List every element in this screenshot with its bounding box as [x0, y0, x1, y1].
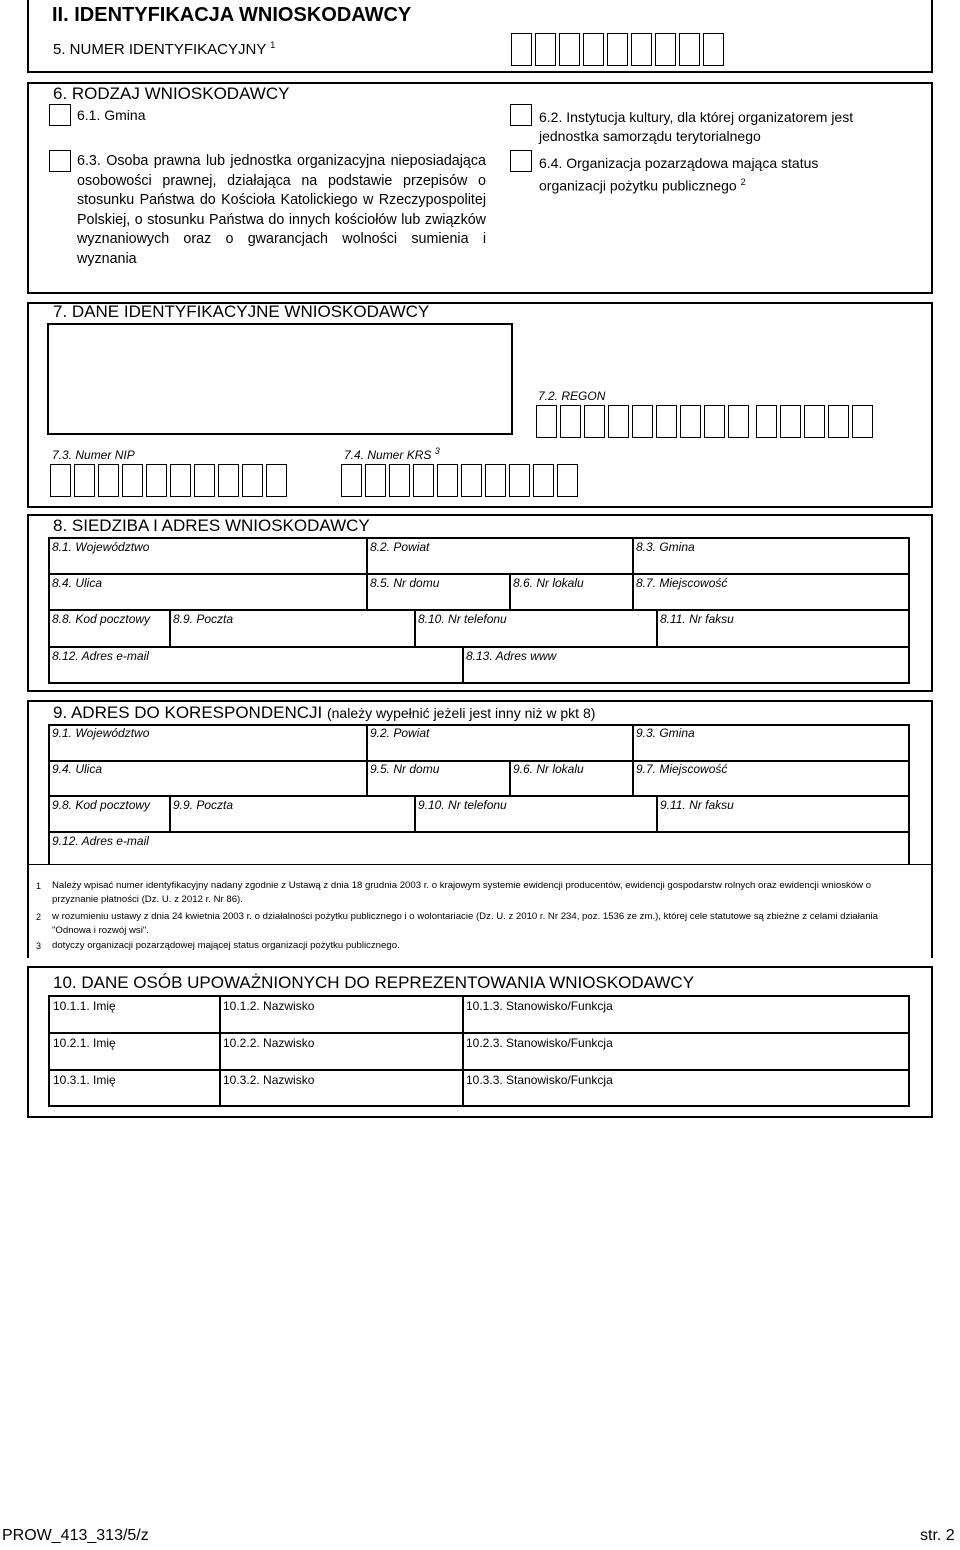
section-9-title: 9. ADRES DO KORESPONDENCJI (należy wypełnić jeżeli jest inny niż w pkt 8)	[53, 703, 596, 722]
cell-divider	[462, 995, 464, 1107]
kod-pocztowy-label: 8.8. Kod pocztowy	[52, 612, 151, 626]
cell-divider	[509, 760, 511, 795]
cell-divider	[366, 537, 368, 573]
option-osoba-prawna-label: 6.3. Osoba prawna lub jednostka organizacyjna nieposiadająca osobowości prawnej, działająca na podstawie przepisów o stosunku Państwa do Kościoła Katolickiego w Rzeczypospolitej Polskiej, o stosunku Państwa do innych kościołów lub związków wyznaniowych oraz o gwarancjach wolności sumienia i wyznania	[77, 153, 486, 267]
korespondencja-gmina-label: 9.3. Gmina	[636, 726, 695, 740]
correspondence-table	[48, 724, 910, 864]
korespondencja-nr-domu-label: 9.5. Nr domu	[370, 762, 440, 776]
cell-divider	[366, 760, 368, 795]
footnote-2-number: 2	[36, 912, 42, 922]
korespondencja-faks-label: 9.11. Nr faksu	[660, 798, 734, 812]
row-divider	[48, 760, 910, 762]
rep-3-stanowisko-label: 10.3.3. Stanowisko/Funkcja	[466, 1073, 613, 1087]
korespondencja-miejscowosc-label: 9.7. Miejscowość	[636, 762, 728, 776]
poczta-label: 8.9. Poczta	[173, 612, 234, 626]
cell-divider	[169, 609, 171, 646]
row-divider	[48, 609, 910, 611]
nr-telefonu-label: 8.10. Nr telefonu	[418, 612, 507, 626]
korespondencja-poczta-label: 9.9. Poczta	[173, 798, 234, 812]
row-divider	[48, 831, 910, 833]
name-field[interactable]	[47, 323, 513, 435]
row-divider	[48, 646, 910, 648]
cell-divider	[366, 573, 368, 609]
row-divider	[48, 795, 910, 797]
cell-divider	[656, 609, 658, 646]
regon-input[interactable]	[536, 405, 873, 438]
cell-divider	[462, 646, 464, 684]
email-label: 8.12. Adres e-mail	[52, 649, 149, 663]
footnote-1-number: 1	[36, 881, 42, 891]
nr-domu-label: 8.5. Nr domu	[370, 576, 440, 590]
form-code: PROW_413_313/5/z	[2, 1527, 149, 1544]
option-organizacja-pozarzadowa-label: 6.4. Organizacja pozarządowa mająca status organizacji pożytku publicznego $^2$	[539, 155, 819, 194]
row-divider	[48, 573, 910, 575]
rep-1-nazwisko-label: 10.1.2. Nazwisko	[223, 999, 315, 1013]
rep-2-nazwisko-label: 10.2.2. Nazwisko	[223, 1036, 315, 1050]
krs-label: 7.4. Numer KRS $^3$	[344, 446, 440, 462]
rep-2-stanowisko-label: 10.2.3. Stanowisko/Funkcja	[466, 1036, 613, 1050]
cell-divider	[632, 573, 634, 609]
section-6-title: 6. RODZAJ WNIOSKODAWCY	[53, 84, 290, 103]
rep-3-nazwisko-label: 10.3.2. Nazwisko	[223, 1073, 315, 1087]
nr-faksu-label: 8.11. Nr faksu	[660, 612, 734, 626]
nip-input[interactable]	[50, 464, 287, 497]
rep-1-imie-label: 10.1.1. Imię	[53, 999, 116, 1013]
miejscowosc-label: 8.7. Miejscowość	[636, 576, 728, 590]
cell-divider	[414, 609, 416, 646]
page-number: str. 2	[920, 1527, 955, 1544]
footnote-3-text: dotyczy organizacji pozarządowej mającej status organizacji pożytku publicznego.	[52, 940, 400, 951]
korespondencja-ulica-label: 9.4. Ulica	[52, 762, 103, 776]
korespondencja-wojewodztwo-label: 9.1. Województwo	[52, 726, 150, 740]
korespondencja-email-label: 9.12. Adres e-mail	[52, 834, 149, 848]
section-10-title: 10. DANE OSÓB UPOWAŻNIONYCH DO REPREZENTOWANIA WNIOSKODAWCY	[53, 973, 695, 992]
cell-divider	[632, 760, 634, 795]
gmina-label: 8.3. Gmina	[636, 540, 695, 554]
checkbox-instytucja-kultury[interactable]	[510, 104, 532, 126]
cell-divider	[656, 795, 658, 831]
cell-divider	[366, 724, 368, 760]
krs-input[interactable]	[341, 464, 578, 497]
row-divider	[48, 1069, 910, 1071]
footnote-1-text: Należy wpisać numer identyfikacyjny nadany zgodnie z Ustawą z dnia 18 grudnia 2003 r. o krajowym systemie ewidencji producentów, ewidencji gospodarstw rolnych oraz ewidencji wniosków o przyznanie płatności (Dz. U. z 2012 r. Nr 86).	[52, 880, 872, 905]
korespondencja-powiat-label: 9.2. Powiat	[370, 726, 430, 740]
regon-label: 7.2. REGON	[538, 389, 606, 403]
section-2-title: II. IDENTYFIKACJA WNIOSKODAWCY	[52, 4, 412, 26]
nr-lokalu-label: 8.6. Nr lokalu	[513, 576, 584, 590]
field-5-label: 5. NUMER IDENTYFIKACYJNY $^1$	[53, 40, 276, 58]
cell-divider	[219, 995, 221, 1107]
rep-2-imie-label: 10.2.1. Imię	[53, 1036, 116, 1050]
rep-1-stanowisko-label: 10.1.3. Stanowisko/Funkcja	[466, 999, 613, 1013]
identification-number-input[interactable]	[511, 33, 724, 66]
option-instytucja-kultury-label: 6.2. Instytucja kultury, dla której organizatorem jest jednostka samorządu terytorialnego	[539, 109, 854, 144]
korespondencja-telefon-label: 9.10. Nr telefonu	[418, 798, 507, 812]
nip-label: 7.3. Numer NIP	[52, 448, 135, 462]
korespondencja-nr-lokalu-label: 9.6. Nr lokalu	[513, 762, 584, 776]
korespondencja-kod-label: 9.8. Kod pocztowy	[52, 798, 151, 812]
checkbox-gmina[interactable]	[49, 104, 71, 126]
powiat-label: 8.2. Powiat	[370, 540, 430, 554]
wojewodztwo-label: 8.1. Województwo	[52, 540, 150, 554]
rep-3-imie-label: 10.3.1. Imię	[53, 1073, 116, 1087]
option-gmina-label: 6.1. Gmina	[77, 107, 146, 123]
cell-divider	[632, 724, 634, 760]
cell-divider	[509, 573, 511, 609]
cell-divider	[632, 537, 634, 573]
footnote-3-number: 3	[36, 941, 42, 951]
cell-divider	[414, 795, 416, 831]
cell-divider	[169, 795, 171, 831]
www-label: 8.13. Adres www	[466, 649, 557, 663]
ulica-label: 8.4. Ulica	[52, 576, 103, 590]
row-divider	[48, 1032, 910, 1034]
checkbox-osoba-prawna[interactable]	[49, 150, 71, 172]
section-8-title: 8. SIEDZIBA I ADRES WNIOSKODAWCY	[53, 516, 370, 535]
checkbox-organizacja-pozarzadowa[interactable]	[510, 150, 532, 172]
section-7-title: 7. DANE IDENTYFIKACYJNE WNIOSKODAWCY	[53, 302, 430, 321]
footnote-2-text: w rozumieniu ustawy z dnia 24 kwietnia 2003 r. o działalności pożytku publicznego i o wolontariacie (Dz. U. z 2010 r. Nr 234, poz. 1536 ze zm.), której cele statutowe są zbieżne z celami działania "Odnowa i rozwój wsi".	[52, 911, 879, 936]
